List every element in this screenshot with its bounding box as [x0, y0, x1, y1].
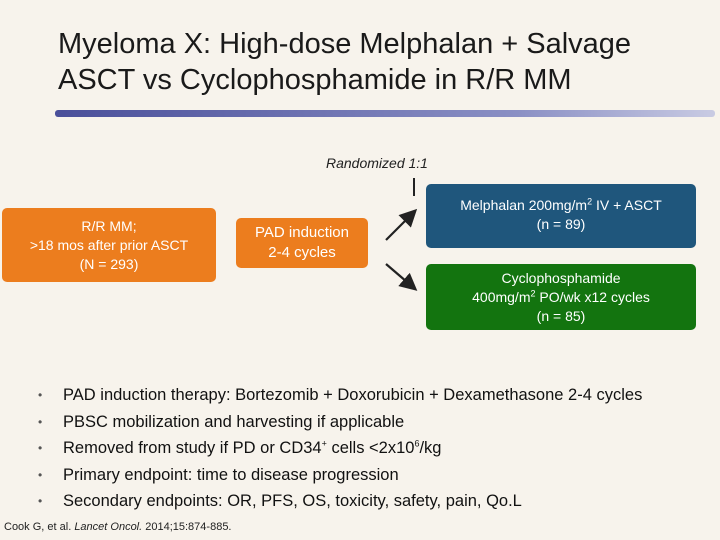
cyclophosphamide-arm-box — [426, 264, 696, 330]
list-item: • Secondary endpoints: OR, PFS, OS, toxicity, safety, pain, Qo.L — [38, 488, 642, 515]
cyclophosphamide-line-1: Cyclophosphamide — [501, 269, 621, 286]
population-line-3: (N = 293) — [79, 255, 139, 272]
list-item: • Primary endpoint: time to disease progression — [38, 462, 642, 489]
title-line-1: Myeloma X: High-dose Melphalan + Salvage — [58, 28, 632, 60]
melphalan-line-2: (n = 89) — [536, 216, 586, 232]
bullet-icon: • — [38, 441, 43, 455]
population-line-2: >18 mos after prior ASCT — [29, 236, 189, 253]
arrow-to-melphalan — [386, 212, 414, 240]
induction-line-1: PAD induction — [255, 224, 349, 241]
list-item: • PAD induction therapy: Bortezomib + Doxorubicin + Dexamethasone 2-4 cycles — [38, 382, 642, 409]
bullet-icon: • — [38, 414, 43, 429]
title-line-2: ASCT vs Cyclophosphamide in R/R MM — [58, 64, 572, 96]
arrow-to-cyclophosphamide — [386, 264, 414, 288]
cyclophosphamide-line-3: (n = 85) — [536, 307, 586, 324]
induction-box — [236, 218, 368, 268]
list-item: • Removed from study if PD or CD34+ cells $<2x10^6/kg$ — [38, 435, 642, 462]
cyclophosphamide-line-2: $400mg/m^2$ PO/wk x12 cycles — [472, 287, 650, 305]
bullet-icon: • — [38, 494, 43, 508]
list-item: • PBSC mobilization and harvesting if applicable — [38, 409, 642, 436]
melphalan-arm-box — [426, 184, 696, 248]
population-box — [2, 208, 216, 282]
randomized-label: Randomized 1:1 — [326, 155, 428, 171]
induction-line-2: 2-4 cycles — [268, 244, 336, 261]
bullet-list — [38, 382, 642, 515]
citation: Cook G, et al. Lancet Oncol. 2014;15:874-885. — [4, 521, 232, 533]
bullet-icon: • — [38, 467, 43, 482]
bullet-icon: • — [38, 388, 43, 402]
population-line-1: R/R MM; — [81, 217, 137, 234]
citation-journal: Lancet Oncol. — [74, 521, 143, 533]
melphalan-line-1: Melphalan $200mg/m^2$ IV + ASCT — [460, 196, 662, 213]
